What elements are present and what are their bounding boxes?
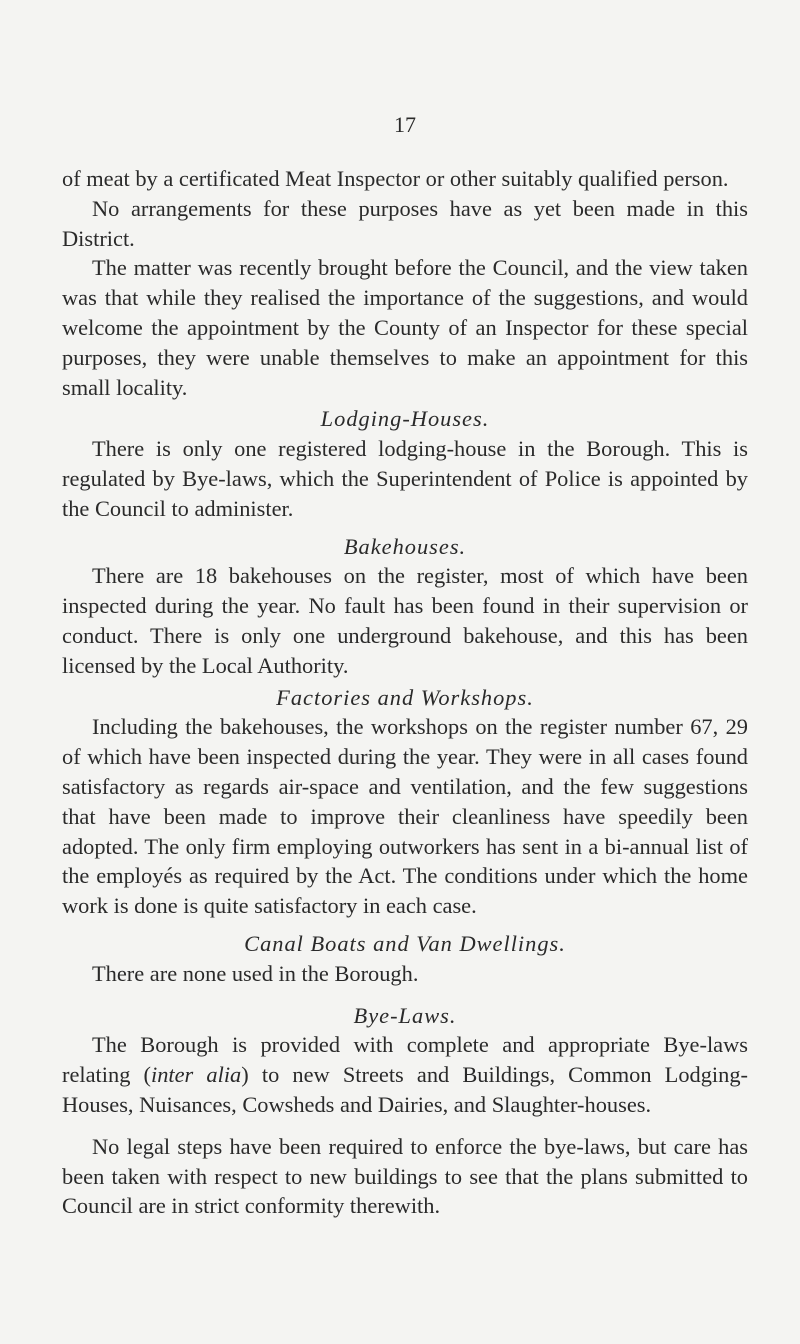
paragraph-bakehouses: There are 18 bakehouses on the register, most of which have been inspected during the year. No fault has been found in their supervision or conduct. There is only one underground bakehouse, and this has been licensed by the Local Authority. bbox=[62, 563, 748, 678]
page-number: 17 bbox=[394, 112, 416, 137]
heading-lodging-houses: Lodging-Houses. bbox=[320, 406, 490, 432]
document-page bbox=[62, 0, 748, 1344]
heading-factories-workshops: Factories and Workshops. bbox=[276, 684, 534, 710]
body-text bbox=[62, 164, 748, 1221]
inter-alia-phrase: inter alia bbox=[150, 1062, 242, 1088]
paragraph-meat-inspector: of meat by a certificated Meat Inspector or other suitably qualified person. bbox=[62, 166, 729, 191]
heading-bye-laws: Bye-Laws. bbox=[353, 1002, 457, 1028]
paragraph-factories-workshops: Including the bakehouses, the workshops on the register number 67, 29 of which have been inspected during the year. They were in all cases found satisfactory as regards air-space and ventilation, and the few suggestions that have been made to improve their cleanliness have speedily been adopted. The only firm employing outworkers has sent in a bi-annual list of the employés as required by the Act. The conditions under which the home work is done is quite satisfactory in each case. bbox=[62, 714, 748, 919]
paragraph-legal-steps: No legal steps have been required to enforce the bye-laws, but care has been taken with respect to new buildings to see that the plans submitted to Council are in strict conformity therewith. bbox=[62, 1133, 748, 1219]
paragraph-no-arrangements: No arrangements for these purposes have as yet been made in this District. bbox=[62, 195, 748, 251]
bye-laws-text-end: to new Streets and Buildings, Common Lodging-Houses, Nuisances, Cowsheds and Dairies, and Slaughter-houses. bbox=[62, 1062, 748, 1117]
paragraph-lodging-houses: There is only one registered lodging-house in the Borough. This is regulated by Bye-laws, which the Superintendent of Police is appointed by the Council to administer. bbox=[62, 436, 748, 521]
heading-bakehouses: Bakehouses. bbox=[343, 533, 467, 559]
paragraph-bye-laws: The Borough is provided with complete and appropriate Bye-laws relating (inter alia) to new Streets and Buildings, Common Lodging-Houses, Nuisances, Cowsheds and Dairies, and Slaughter-houses. bbox=[62, 1032, 748, 1117]
paragraph-council-matter: The matter was recently brought before the Council, and the view taken was that while they realised the importance of the suggestions, and would welcome the appointment by the County of an Inspector for these special purposes, they were unable themselves to make an appointment for this small locality. bbox=[62, 255, 748, 400]
paragraph-canal-boats: There are none used in the Borough. bbox=[92, 960, 419, 986]
bye-laws-text-start: The Borough is provided with complete and appropriate Bye-laws relating bbox=[62, 1032, 748, 1088]
heading-canal-boats: Canal Boats and Van Dwellings. bbox=[244, 930, 566, 956]
